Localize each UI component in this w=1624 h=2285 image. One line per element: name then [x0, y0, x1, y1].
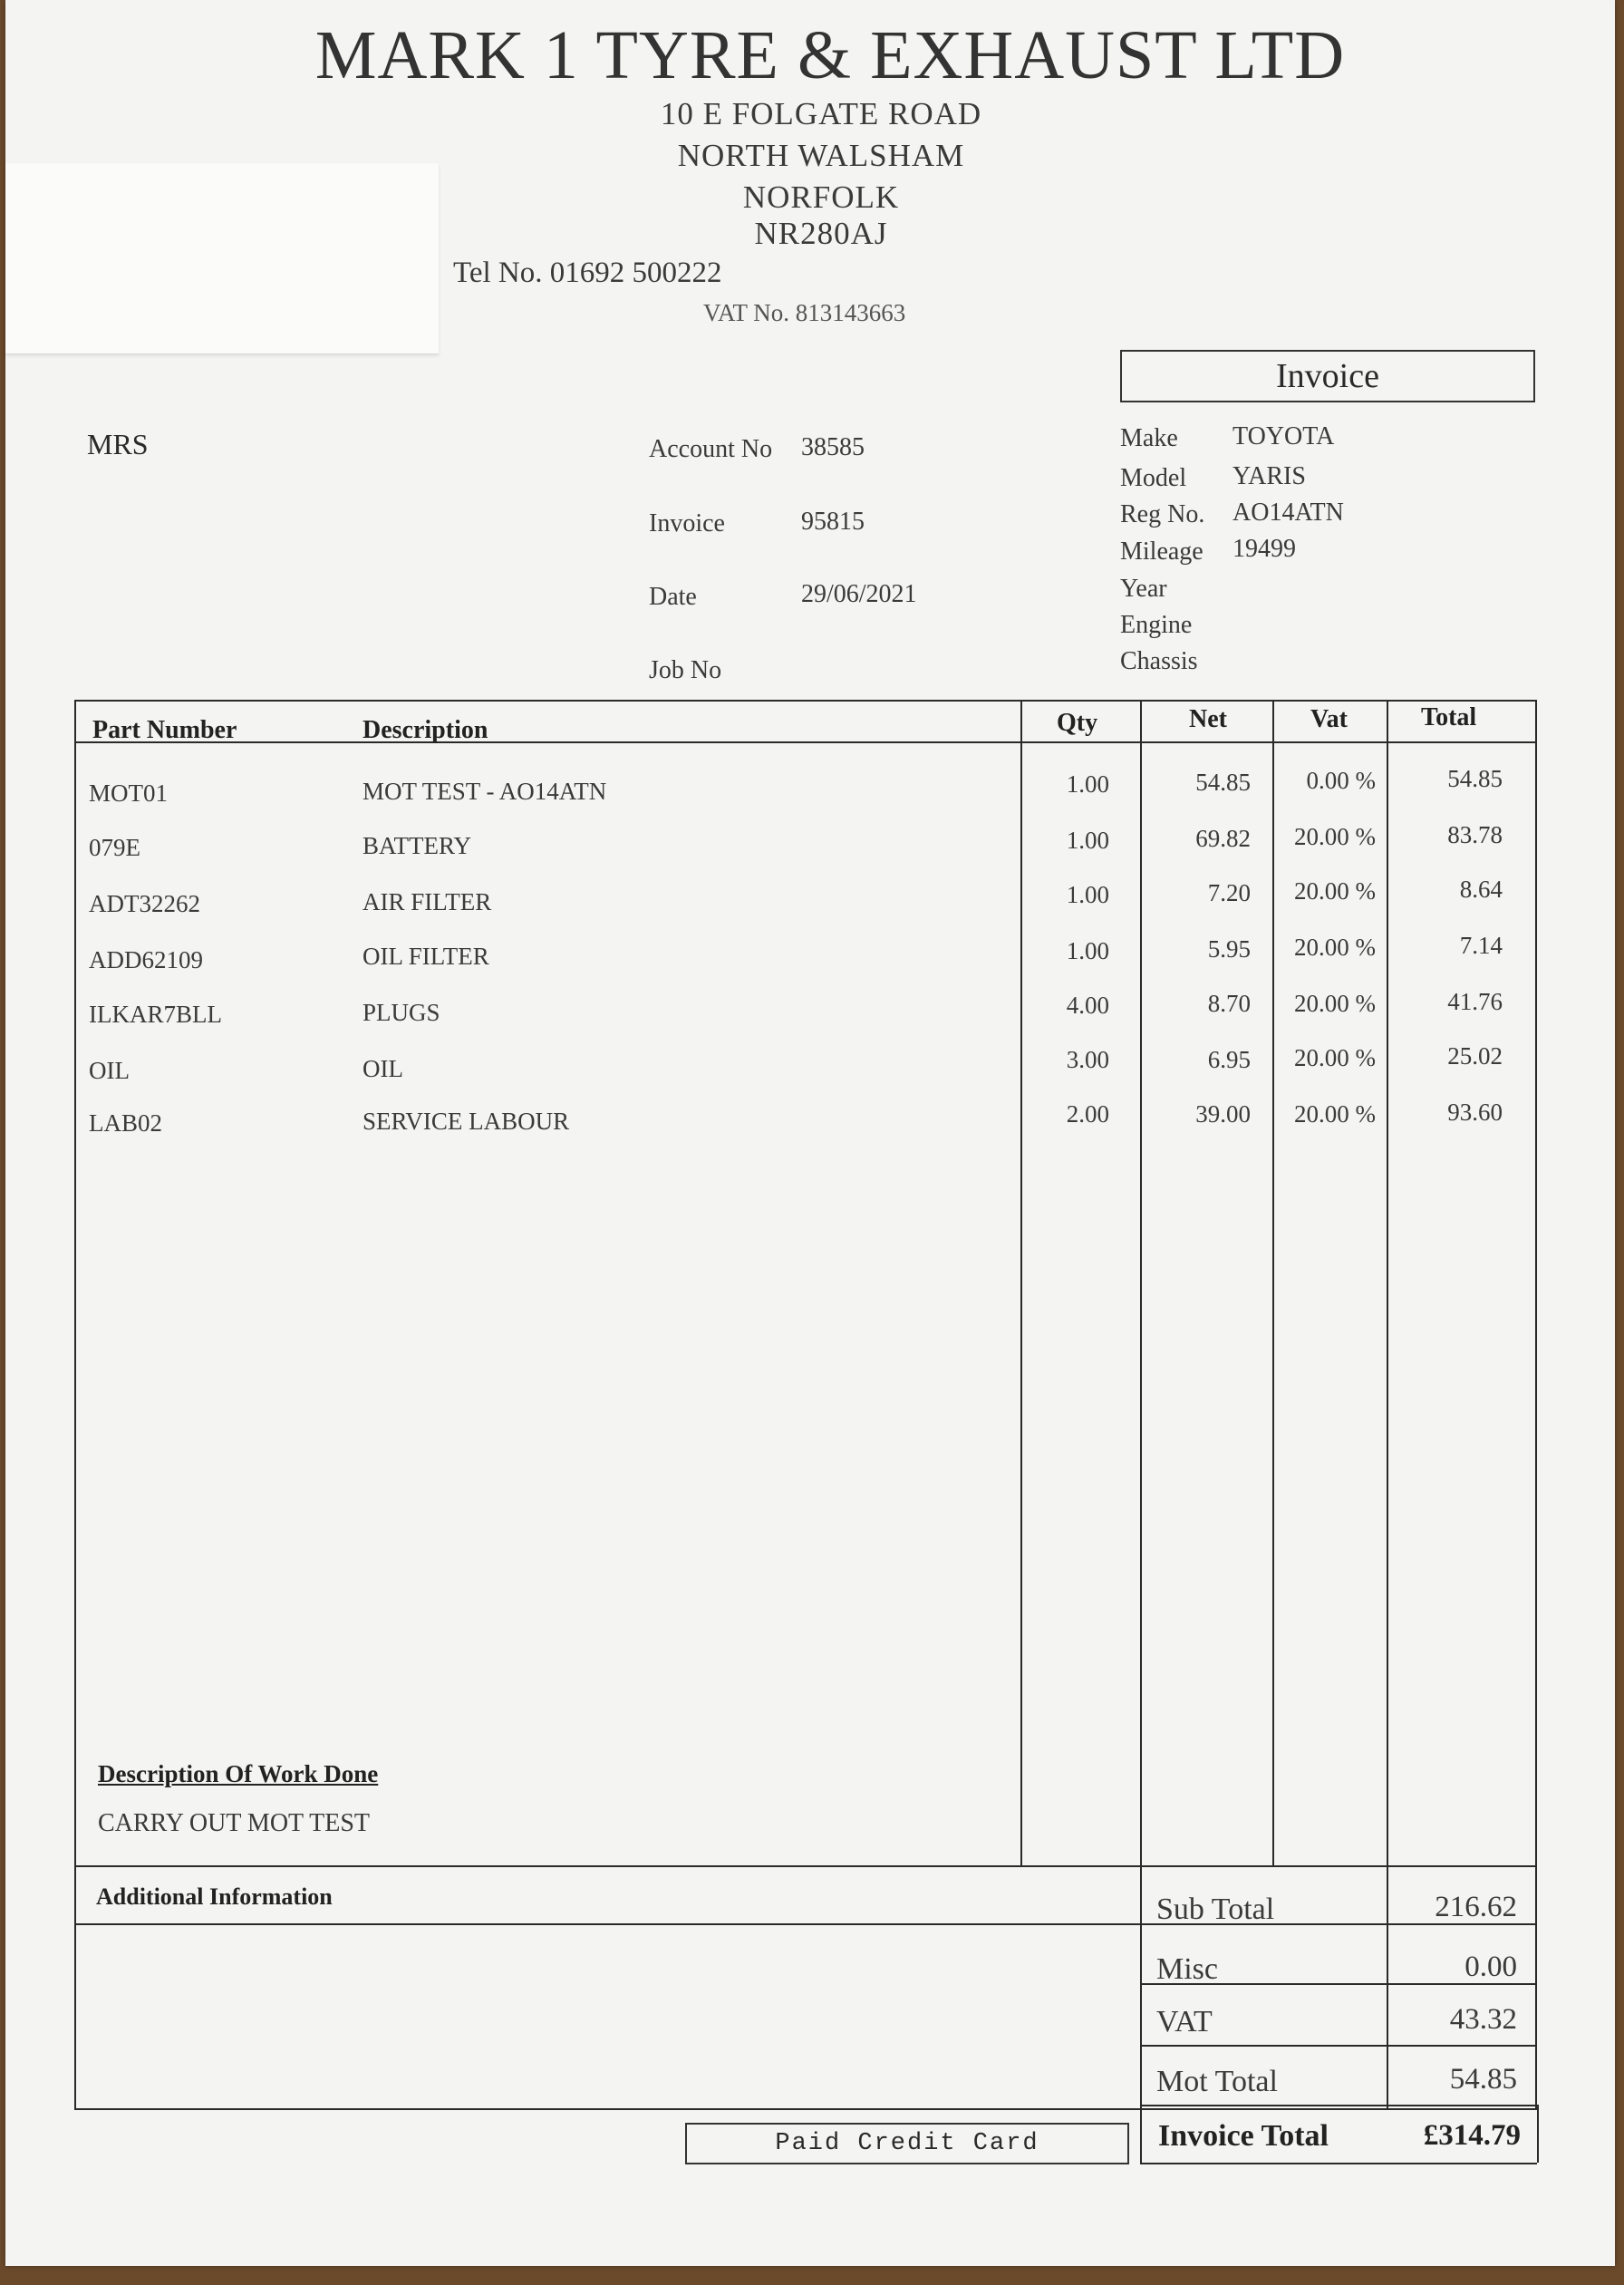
- row-qty: 1.00: [1066, 937, 1109, 964]
- row-vat: 20.00 %: [1294, 1044, 1376, 1071]
- header-total: Total: [1421, 703, 1477, 731]
- row-description: AIR FILTER: [362, 888, 492, 915]
- invoice-value: 95815: [801, 508, 865, 536]
- mileage-label: Mileage: [1120, 537, 1204, 566]
- row-net: 54.85: [1195, 769, 1251, 796]
- row-qty: 1.00: [1066, 827, 1109, 854]
- mot-total-value: 54.85: [1449, 2063, 1517, 2096]
- invoice-paper: [5, 0, 1615, 2266]
- table-bottom-rule: [74, 1865, 1537, 1867]
- vat-total-label: VAT: [1156, 2005, 1213, 2038]
- row-net: 5.95: [1207, 935, 1251, 963]
- row-total: 83.78: [1447, 821, 1503, 848]
- mot-rule: [1140, 2045, 1537, 2047]
- col-divider-qty: [1020, 700, 1022, 1865]
- row-total: 8.64: [1459, 876, 1503, 903]
- row-vat: 20.00 %: [1294, 934, 1376, 961]
- row-total: 54.85: [1447, 765, 1503, 792]
- account-label: Account No: [649, 435, 773, 463]
- subtotal-value: 216.62: [1435, 1891, 1517, 1923]
- misc-value: 0.00: [1464, 1951, 1517, 1983]
- mileage-value: 19499: [1232, 535, 1296, 563]
- additional-info-label: Additional Information: [96, 1883, 333, 1910]
- invoice-total-left-rule: [1140, 2105, 1142, 2163]
- row-vat: 20.00 %: [1294, 1100, 1376, 1128]
- telephone: Tel No. 01692 500222: [453, 257, 722, 289]
- row-vat: 20.00 %: [1294, 823, 1376, 850]
- header-qty: Qty: [1057, 709, 1098, 737]
- header-vat: Vat: [1310, 705, 1348, 733]
- vat-number: VAT No. 813143663: [703, 299, 906, 326]
- col-divider-vat: [1272, 700, 1274, 1865]
- row-qty: 1.00: [1066, 881, 1109, 908]
- invoice-total-right-rule: [1537, 2105, 1539, 2163]
- make-value: TOYOTA: [1232, 422, 1335, 450]
- additional-info-rule: [74, 1923, 1140, 1925]
- invoice-total-bottom-rule: [1140, 2163, 1537, 2164]
- row-total: 7.14: [1459, 932, 1503, 959]
- table-header-rule: [74, 741, 1537, 743]
- date-label: Date: [649, 583, 697, 611]
- invoice-label: Invoice: [649, 509, 725, 537]
- row-total: 25.02: [1447, 1042, 1503, 1070]
- header-net: Net: [1189, 705, 1227, 733]
- row-part: ILKAR7BLL: [89, 1001, 222, 1028]
- address-line-3: NORFOLK: [742, 179, 900, 215]
- invoice-total-rule: [1140, 2105, 1537, 2106]
- address-line-2: NORTH WALSHAM: [677, 138, 965, 173]
- row-net: 39.00: [1195, 1100, 1251, 1128]
- vat-total-value: 43.32: [1449, 2003, 1517, 2036]
- model-label: Model: [1120, 464, 1187, 492]
- subtotal-label: Sub Total: [1156, 1893, 1275, 1926]
- row-part: 079E: [89, 834, 140, 861]
- date-value: 29/06/2021: [801, 580, 917, 608]
- row-part: MOT01: [89, 779, 168, 807]
- address-line-4: NR280AJ: [754, 216, 888, 251]
- document-type-box: Invoice: [1120, 350, 1535, 402]
- header-description: Description: [362, 716, 488, 744]
- col-divider-net: [1140, 700, 1142, 2110]
- row-total: 93.60: [1447, 1099, 1503, 1126]
- make-label: Make: [1120, 424, 1178, 452]
- row-vat: 0.00 %: [1306, 767, 1376, 794]
- row-net: 8.70: [1207, 990, 1251, 1017]
- row-description: BATTERY: [362, 832, 472, 859]
- payment-status-box: Paid Credit Card: [685, 2123, 1129, 2164]
- job-label: Job No: [649, 656, 722, 684]
- row-net: 6.95: [1207, 1046, 1251, 1073]
- row-qty: 1.00: [1066, 770, 1109, 798]
- misc-label: Misc: [1156, 1952, 1218, 1986]
- invoice-total-value: £314.79: [1423, 2119, 1521, 2152]
- chassis-label: Chassis: [1120, 647, 1198, 675]
- row-total: 41.76: [1447, 988, 1503, 1015]
- row-vat: 20.00 %: [1294, 990, 1376, 1017]
- row-qty: 4.00: [1066, 992, 1109, 1019]
- row-net: 7.20: [1207, 879, 1251, 906]
- row-vat: 20.00 %: [1294, 877, 1376, 905]
- reg-value: AO14ATN: [1232, 499, 1344, 527]
- row-part: ADT32262: [89, 890, 200, 917]
- row-description: MOT TEST - AO14ATN: [362, 778, 607, 805]
- address-line-1: 10 E FOLGATE ROAD: [660, 96, 982, 131]
- row-part: OIL: [89, 1057, 130, 1084]
- torn-paper-strip: [5, 163, 439, 354]
- row-qty: 2.00: [1066, 1100, 1109, 1128]
- engine-label: Engine: [1120, 611, 1193, 639]
- row-description: OIL: [362, 1055, 403, 1082]
- row-description: OIL FILTER: [362, 943, 489, 970]
- customer-name: MRS: [87, 428, 149, 460]
- model-value: YARIS: [1232, 462, 1306, 490]
- row-part: ADD62109: [89, 946, 203, 973]
- work-done-text: CARRY OUT MOT TEST: [98, 1809, 371, 1837]
- row-description: SERVICE LABOUR: [362, 1108, 570, 1135]
- row-description: PLUGS: [362, 999, 440, 1026]
- reg-label: Reg No.: [1120, 500, 1205, 528]
- account-value: 38585: [801, 433, 865, 461]
- work-done-label: Description Of Work Done: [98, 1760, 379, 1787]
- invoice-total-label: Invoice Total: [1158, 2119, 1329, 2153]
- col-divider-total: [1387, 700, 1388, 2110]
- header-part-number: Part Number: [92, 716, 237, 744]
- year-label: Year: [1120, 575, 1167, 603]
- row-net: 69.82: [1195, 825, 1251, 852]
- row-qty: 3.00: [1066, 1046, 1109, 1073]
- company-name: MARK 1 TYRE & EXHAUST LTD: [314, 17, 1346, 93]
- row-part: LAB02: [89, 1109, 162, 1137]
- mot-total-label: Mot Total: [1156, 2065, 1278, 2098]
